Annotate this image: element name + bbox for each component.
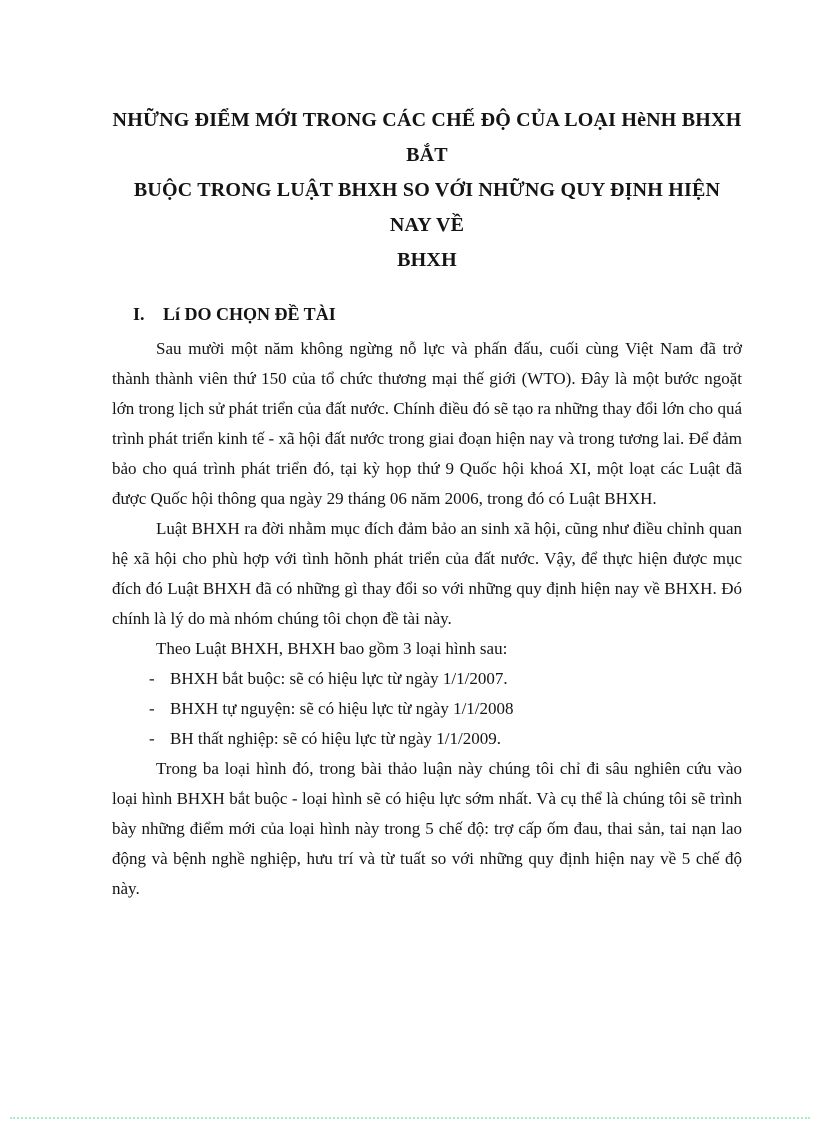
bullet-dash: - bbox=[149, 669, 155, 688]
document-title-line: BUỘC TRONG LUẬT BHXH SO VỚI NHỮNG QUY ĐỊNH HIỆN NAY VỀ bbox=[133, 179, 721, 236]
bullet-dash: - bbox=[149, 699, 155, 718]
list-item bbox=[112, 694, 742, 724]
bullet-dash: - bbox=[149, 729, 155, 748]
paragraph-law-purpose: Luật BHXH ra đời nhằm mục đích đảm bảo an sinh xã hội, cũng như điều chỉnh quan hệ xã hội cho phù hợp với tình hõnh phát triển của đất nước. Vậy, để thực hiện được mục đích đó Luật BHXH đã có những gì thay đổi so với những quy định hiện nay về BHXH. Đó chính là lý do mà nhóm chúng tôi chọn đề tài này. bbox=[112, 519, 742, 628]
paragraph-intro: Sau mười một năm không ngừng nỗ lực và phấn đấu, cuối cùng Việt Nam đã trở thành thành viên thứ 150 của tổ chức thương mại thế giới (WTO). Đây là một bước ngoặt lớn trong lịch sử phát triển của đất nước. Chính điều đó sẽ tạo ra những thay đổi lớn cho quá trình phát triển kinh tế - xã hội đất nước trong giai đoạn hiện nay và trong tương lai. Để đảm bảo cho quá trình phát triển đó, tại kỳ họp thứ 9 Quốc hội khoá XI, một loạt các Luật đã được Quốc hội thông qua ngày 29 tháng 06 năm 2006, trong đó có Luật BHXH. bbox=[112, 339, 742, 508]
list-item bbox=[112, 664, 742, 694]
document-title-line: NHỮNG ĐIỂM MỚI TRONG CÁC CHẾ ĐỘ CỦA LOẠI HèNH BHXH BẮT bbox=[112, 109, 742, 166]
section-number: I. bbox=[133, 304, 145, 324]
list-item-text: BHXH tự nguyện: sẽ có hiệu lực từ ngày 1/1/2008 bbox=[170, 699, 514, 718]
list-item-text: BH thất nghiệp: sẽ có hiệu lực từ ngày 1/1/2009. bbox=[170, 729, 501, 748]
section-heading bbox=[133, 301, 742, 327]
section-title: Lí DO CHỌN ĐỀ TÀI bbox=[163, 304, 336, 324]
page-break-divider bbox=[10, 1117, 810, 1119]
paragraph-scope: Trong ba loại hình đó, trong bài thảo luận này chúng tôi chỉ đi sâu nghiên cứu vào loại hình BHXH bắt buộc - loại hình sẽ có hiệu lực sớm nhất. Và cụ thể là chúng tôi sẽ trình bày những điểm mới của loại hình này trong 5 chế độ: trợ cấp ốm đau, thai sản, tai nạn lao động và bệnh nghề nghiệp, hưu trí và từ tuất so với những quy định hiện nay về 5 chế độ này. bbox=[112, 759, 742, 898]
list-item-text: BHXH bắt buộc: sẽ có hiệu lực từ ngày 1/1/2007. bbox=[170, 669, 508, 688]
document-title bbox=[112, 103, 742, 278]
document-content bbox=[112, 103, 742, 904]
list-item bbox=[112, 724, 742, 754]
insurance-types-list bbox=[112, 664, 742, 754]
document-title-line: BHXH bbox=[397, 249, 457, 271]
paragraph-list-lead-in: Theo Luật BHXH, BHXH bao gồm 3 loại hình sau: bbox=[156, 639, 508, 658]
